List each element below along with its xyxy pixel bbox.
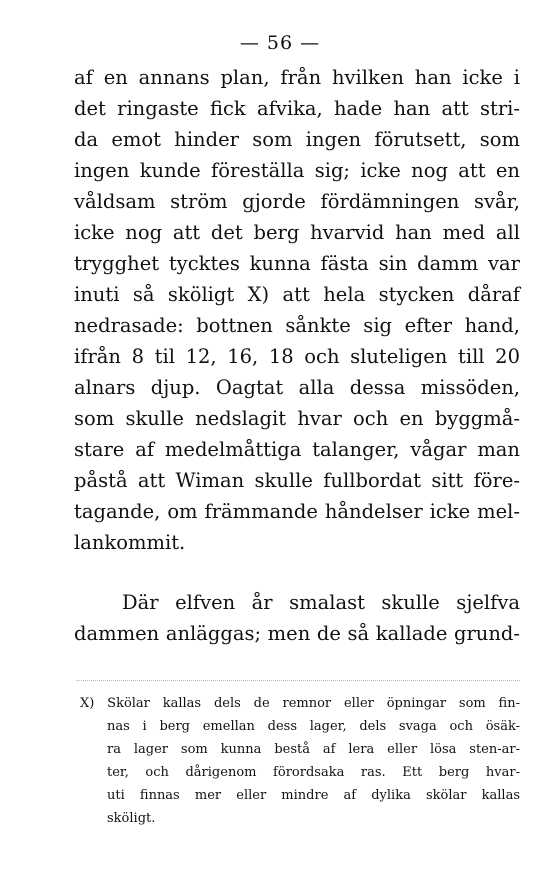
text-line: våldsam ström gjorde fördämningen svår, bbox=[74, 190, 520, 213]
text-line: tagande, om främmande håndelser icke mel- bbox=[74, 500, 520, 523]
text-line: ifrån 8 til 12, 16, 18 och sluteligen till 20 bbox=[74, 345, 520, 368]
text-line: ingen kunde föreställa sig; icke nog att en bbox=[74, 159, 520, 182]
text-line: påstå att Wiman skulle fullbordat sitt före- bbox=[74, 469, 520, 492]
text-line: som skulle nedslagit hvar och en byggmå- bbox=[74, 407, 520, 430]
text-line: stare af medelmåttiga talanger, vågar man bbox=[74, 438, 520, 461]
paragraph bbox=[74, 587, 520, 649]
footnote-line: ra lager som kunna bestå af lera eller lösa sten-ar- bbox=[107, 742, 520, 757]
footnote-line: ter, och dårigenom förordsaka ras. Ett berg hvar- bbox=[107, 765, 520, 780]
body-text bbox=[74, 62, 520, 649]
footnote-line: sköligt. bbox=[107, 811, 156, 826]
footnote-line: X) Skölar kallas dels de remnor eller öpningar som fin- bbox=[80, 696, 520, 711]
footnote-line: uti finnas mer eller mindre af dylika skölar kallas bbox=[107, 788, 520, 803]
page-number: — 56 — bbox=[239, 32, 321, 54]
text-line: da emot hinder som ingen förutsett, som bbox=[74, 128, 520, 151]
text-line: dammen anläggas; men de så kallade grund- bbox=[74, 622, 520, 645]
text-line: trygghet tycktes kunna fästa sin damm var bbox=[74, 252, 520, 275]
text-line: af en annans plan, från hvilken han icke i bbox=[74, 66, 520, 89]
footnote-divider bbox=[76, 680, 520, 681]
text-line: nedrasade: bottnen sånkte sig efter hand, bbox=[74, 314, 520, 337]
text-line: det ringaste fick afvika, hade han att stri- bbox=[74, 97, 520, 120]
text-line: Där elfven år smalast skulle sjelfva bbox=[122, 591, 520, 614]
text-line: inuti så sköligt X) att hela stycken dåraf bbox=[74, 283, 520, 306]
text-line: lankommit. bbox=[74, 531, 186, 554]
paragraph bbox=[74, 62, 520, 558]
footnote bbox=[80, 692, 520, 830]
paragraph-gap bbox=[74, 558, 520, 587]
footnote-line: nas i berg emellan dess lager, dels svaga och ösäk- bbox=[107, 719, 520, 734]
text-line: icke nog att det berg hvarvid han med all bbox=[74, 221, 520, 244]
text-line: alnars djup. Oagtat alla dessa missöden, bbox=[74, 376, 520, 399]
